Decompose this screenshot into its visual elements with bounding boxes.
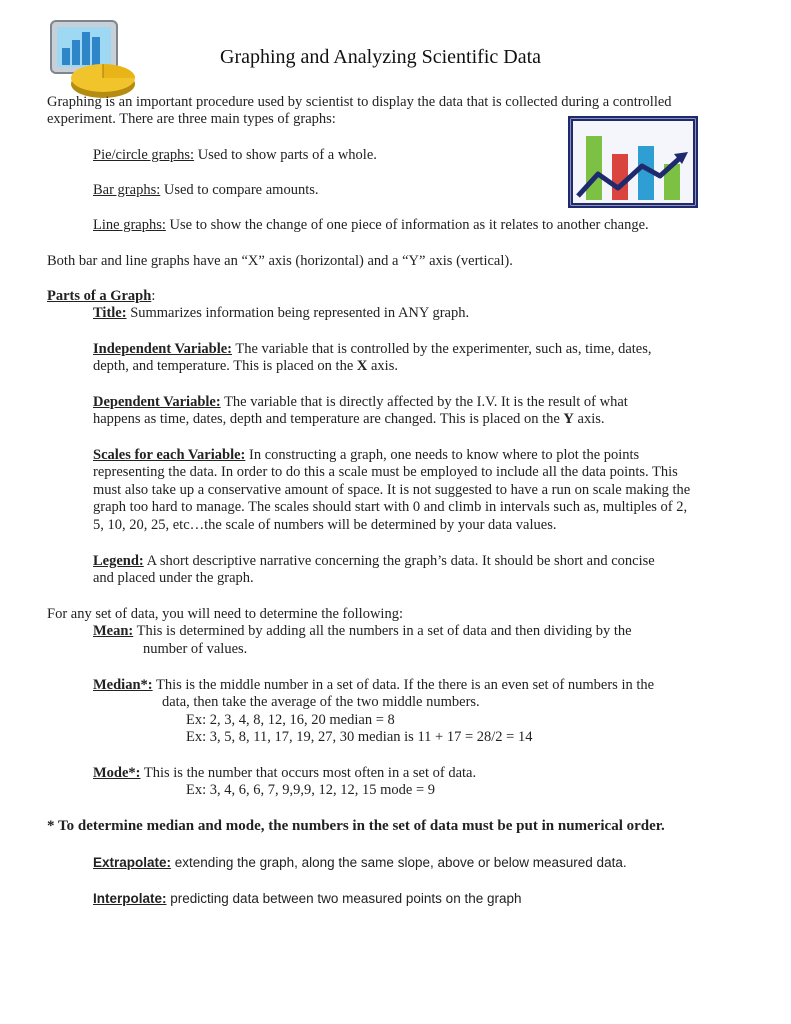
part-iv-label: Independent Variable: xyxy=(93,341,232,357)
parts-heading xyxy=(47,288,155,306)
page-title: Graphing and Analyzing Scientific Data xyxy=(220,46,542,68)
part-legend-label: Legend: xyxy=(93,553,144,569)
graph-type-pie-label: Pie/circle graphs: xyxy=(93,147,195,163)
part-dv-text-2a: happens as time, dates, depth and temperature are changed. This is placed on the xyxy=(93,411,564,427)
mean-label: Mean: xyxy=(93,623,134,639)
graph-type-bar xyxy=(93,182,319,200)
graph-type-line xyxy=(93,217,649,235)
interpolate-label: Interpolate: xyxy=(93,891,167,906)
chart-clipart-icon xyxy=(48,18,140,102)
part-dv-text-2c: axis. xyxy=(573,411,605,427)
parts-heading-colon: : xyxy=(151,288,156,304)
part-scales-line4: graph too hard to manage. The scales should start with 0 and climb in intervals such as, multiples of 2, xyxy=(93,499,688,515)
part-iv-text-2c: axis. xyxy=(367,358,398,374)
extrapolate-label: Extrapolate: xyxy=(93,855,172,870)
interpolate-text: predicting data between two measured points on the graph xyxy=(166,891,522,906)
part-scales-text-1: In constructing a graph, one needs to know where to plot the points xyxy=(245,447,640,463)
numerical-order-note: * To determine median and mode, the numbers in the set of data must be put in numerical order. xyxy=(47,818,665,834)
median-example-1: Ex: 2, 3, 4, 8, 12, 16, 20 median = 8 xyxy=(186,712,395,728)
part-scales-line3: must also take up a conservative amount of space. It is not suggested to have a run on scale making the xyxy=(93,482,691,498)
part-scales-line2: representing the data. In order to do this a scale must be employed to include all the data points. This xyxy=(93,464,678,480)
part-dv-label: Dependent Variable: xyxy=(93,394,221,410)
interpolate-line xyxy=(93,890,522,908)
graph-type-bar-label: Bar graphs: xyxy=(93,182,161,198)
part-dv-axis: Y xyxy=(563,411,574,427)
mode-label: Mode*: xyxy=(93,765,141,781)
part-legend-line2: and placed under the graph. xyxy=(93,570,254,586)
median-label: Median*: xyxy=(93,677,153,693)
part-scales-line5: 5, 10, 20, 25, etc…the scale of numbers will be determined by your data values. xyxy=(93,517,557,533)
mean-line2: number of values. xyxy=(143,641,248,657)
graph-type-line-label: Line graphs: xyxy=(93,217,166,233)
part-title xyxy=(93,305,469,323)
determine-intro: For any set of data, you will need to determine the following: xyxy=(47,606,403,622)
part-iv-line2 xyxy=(93,358,398,376)
median-line1 xyxy=(93,677,654,695)
part-dv-text-1: The variable that is directly affected by the I.V. It is the result of what xyxy=(220,394,628,410)
extrapolate-text: extending the graph, along the same slope, above or below measured data. xyxy=(171,855,627,870)
part-dv-line1 xyxy=(93,394,628,412)
mode-example: Ex: 3, 4, 6, 6, 7, 9,9,9, 12, 12, 15 mode = 9 xyxy=(186,782,436,798)
parts-heading-label: Parts of a Graph xyxy=(47,288,152,304)
part-title-label: Title: xyxy=(93,305,127,321)
part-iv-axis: X xyxy=(356,358,368,374)
mode-line1 xyxy=(93,765,476,783)
part-scales-label: Scales for each Variable: xyxy=(93,447,246,463)
mean-line1 xyxy=(93,623,632,641)
part-dv-line2 xyxy=(93,411,605,429)
part-title-text: Summarizes information being represented in ANY graph. xyxy=(126,305,470,321)
intro-line-1: Graphing is an important procedure used by scientist to display the data that is collected during a controlled xyxy=(47,94,672,110)
part-scales-line1 xyxy=(93,447,639,465)
median-example-2: Ex: 3, 5, 8, 11, 17, 19, 27, 30 median is 11 + 17 = 28/2 = 14 xyxy=(186,729,533,745)
mode-text-1: This is the number that occurs most often in a set of data. xyxy=(140,765,477,781)
intro-line-2: experiment. There are three main types of graphs: xyxy=(47,111,336,127)
graph-type-line-text: Use to show the change of one piece of information as it relates to another change. xyxy=(165,217,649,233)
mean-text-1: This is determined by adding all the numbers in a set of data and then dividing by the xyxy=(133,623,632,639)
median-text-1: This is the middle number in a set of data. If the there is an even set of numbers in the xyxy=(152,677,655,693)
part-iv-line1 xyxy=(93,341,652,359)
part-legend-line1 xyxy=(93,553,655,571)
graph-type-bar-text: Used to compare amounts. xyxy=(160,182,319,198)
part-iv-text-2a: depth, and temperature. This is placed on the xyxy=(93,358,357,374)
bar-line-chart-icon xyxy=(568,116,698,208)
axes-sentence: Both bar and line graphs have an “X” axis (horizontal) and a “Y” axis (vertical). xyxy=(47,253,513,269)
part-iv-text-1: The variable that is controlled by the experimenter, such as, time, dates, xyxy=(232,341,652,357)
part-legend-text-1: A short descriptive narrative concerning the graph’s data. It should be short and concise xyxy=(143,553,655,569)
median-line2: data, then take the average of the two middle numbers. xyxy=(162,694,480,710)
extrapolate-line xyxy=(93,854,627,872)
graph-type-pie-text: Used to show parts of a whole. xyxy=(194,147,377,163)
graph-type-pie xyxy=(93,147,377,165)
